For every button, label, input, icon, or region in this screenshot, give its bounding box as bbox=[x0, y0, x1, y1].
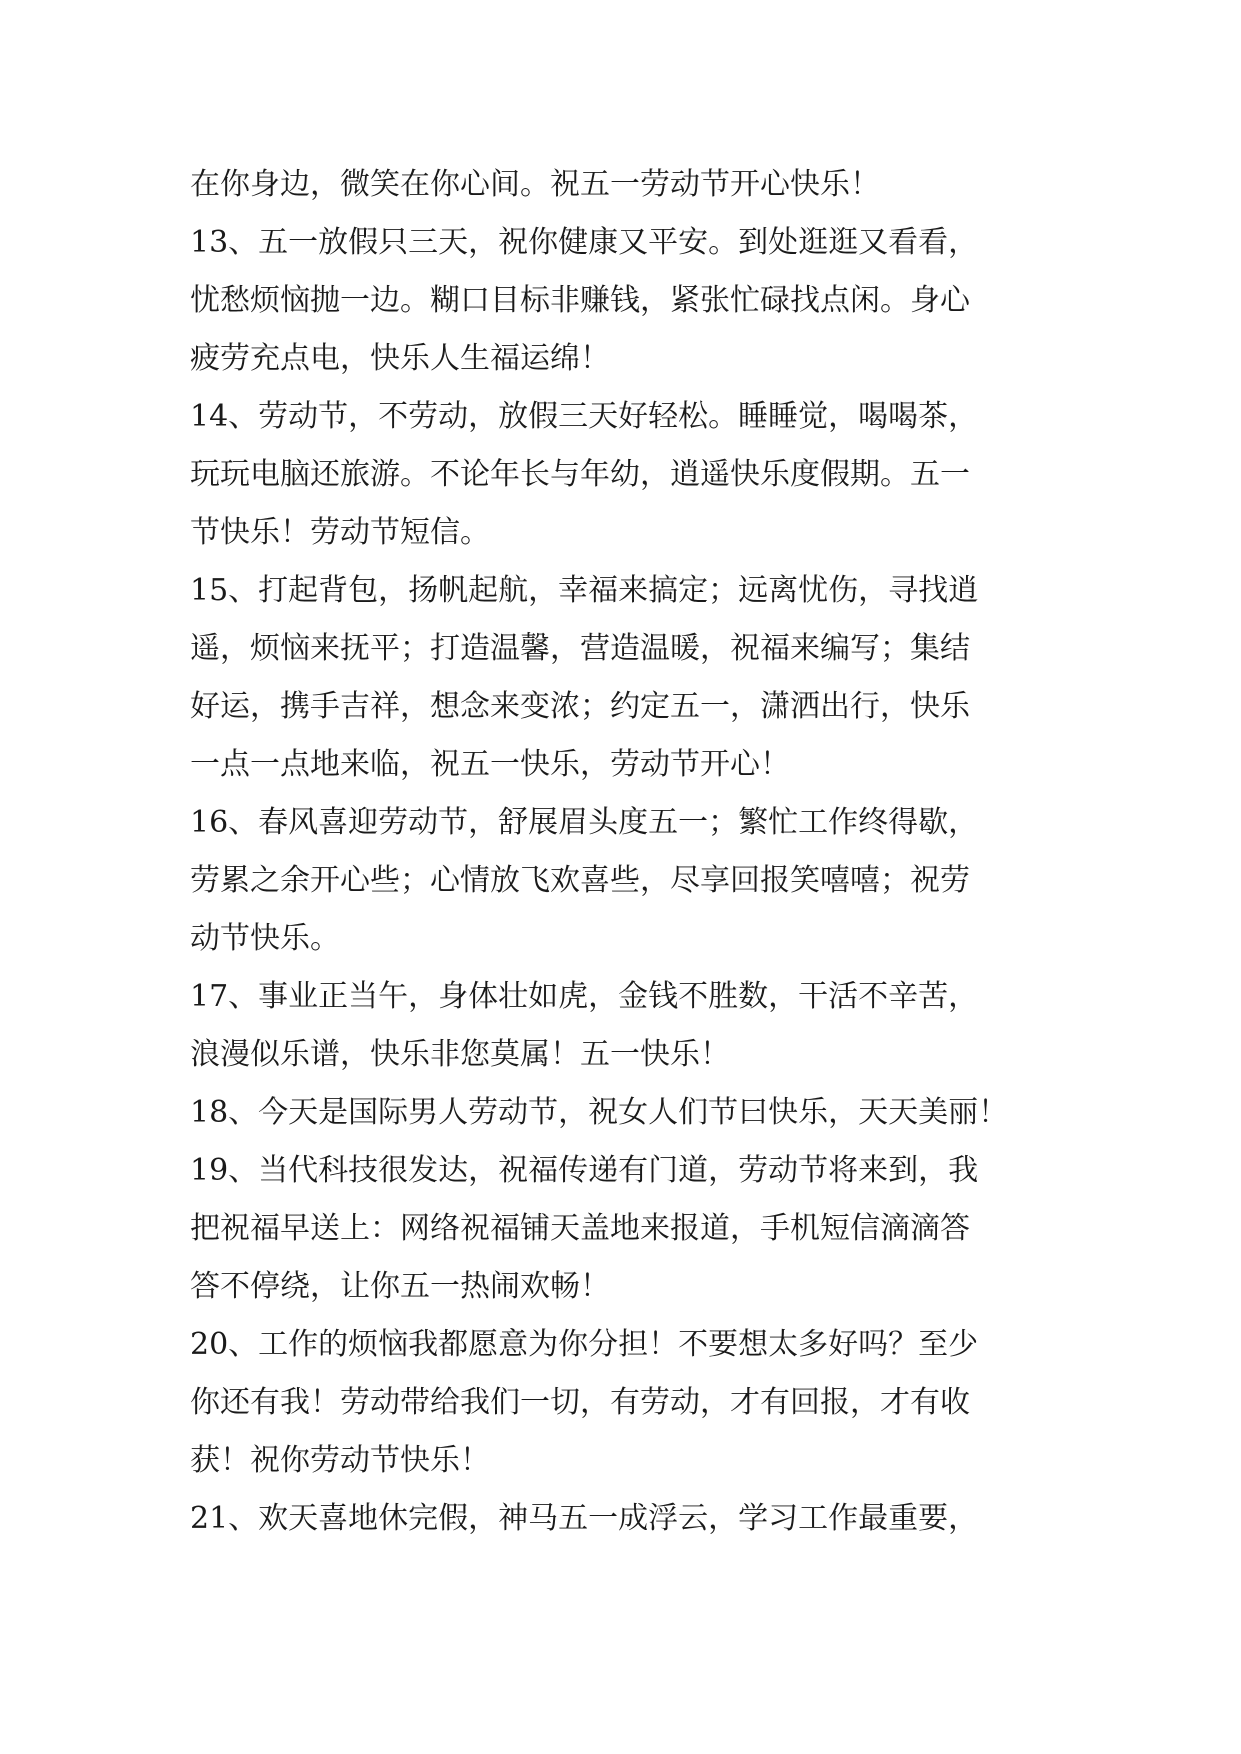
text-line: 疲劳充点电，快乐人生福运绵！ bbox=[190, 341, 610, 376]
text-line: 动节快乐。 bbox=[190, 921, 340, 956]
text-line: 14、劳动节，不劳动，放假三天好轻松。睡睡觉，喝喝茶， bbox=[190, 399, 979, 434]
text-line: 20、工作的烦恼我都愿意为你分担！不要想太多好吗？至少 bbox=[190, 1327, 979, 1362]
text-line: 节快乐！劳动节短信。 bbox=[190, 515, 490, 550]
text-line: 17、事业正当午，身体壮如虎，金钱不胜数，干活不辛苦， bbox=[190, 979, 979, 1014]
text-line: 忧愁烦恼抛一边。糊口目标非赚钱，紧张忙碌找点闲。身心 bbox=[190, 283, 970, 318]
text-line: 13、五一放假只三天，祝你健康又平安。到处逛逛又看看， bbox=[190, 225, 979, 260]
text-line: 浪漫似乐谱，快乐非您莫属！五一快乐！ bbox=[190, 1037, 730, 1072]
text-line: 玩玩电脑还旅游。不论年长与年幼，逍遥快乐度假期。五一 bbox=[190, 457, 970, 492]
text-line: 答不停绕，让你五一热闹欢畅！ bbox=[190, 1269, 610, 1304]
text-line: 你还有我！劳动带给我们一切，有劳动，才有回报，才有收 bbox=[190, 1385, 970, 1420]
text-line: 劳累之余开心些；心情放飞欢喜些，尽享回报笑嘻嘻；祝劳 bbox=[190, 863, 970, 898]
text-line: 21、欢天喜地休完假，神马五一成浮云，学习工作最重要， bbox=[190, 1501, 979, 1536]
text-line: 遥，烦恼来抚平；打造温馨，营造温暖，祝福来编写；集结 bbox=[190, 631, 970, 666]
text-line: 好运，携手吉祥，想念来变浓；约定五一，潇洒出行，快乐 bbox=[190, 689, 970, 724]
text-line: 一点一点地来临，祝五一快乐，劳动节开心！ bbox=[190, 747, 790, 782]
text-line: 把祝福早送上：网络祝福铺天盖地来报道，手机短信滴滴答 bbox=[190, 1211, 970, 1246]
text-line: 16、春风喜迎劳动节，舒展眉头度五一；繁忙工作终得歇， bbox=[190, 805, 979, 840]
text-line: 18、今天是国际男人劳动节，祝女人们节曰快乐，天天美丽！ bbox=[190, 1095, 1009, 1130]
text-line: 15、打起背包，扬帆起航，幸福来搞定；远离忧伤，寻找逍 bbox=[190, 573, 979, 608]
text-line: 获！祝你劳动节快乐！ bbox=[190, 1443, 490, 1478]
text-line: 19、当代科技很发达，祝福传递有门道，劳动节将来到，我 bbox=[190, 1153, 979, 1188]
body-text bbox=[190, 156, 1070, 1548]
text-line: 在你身边，微笑在你心间。祝五一劳动节开心快乐！ bbox=[190, 167, 880, 202]
